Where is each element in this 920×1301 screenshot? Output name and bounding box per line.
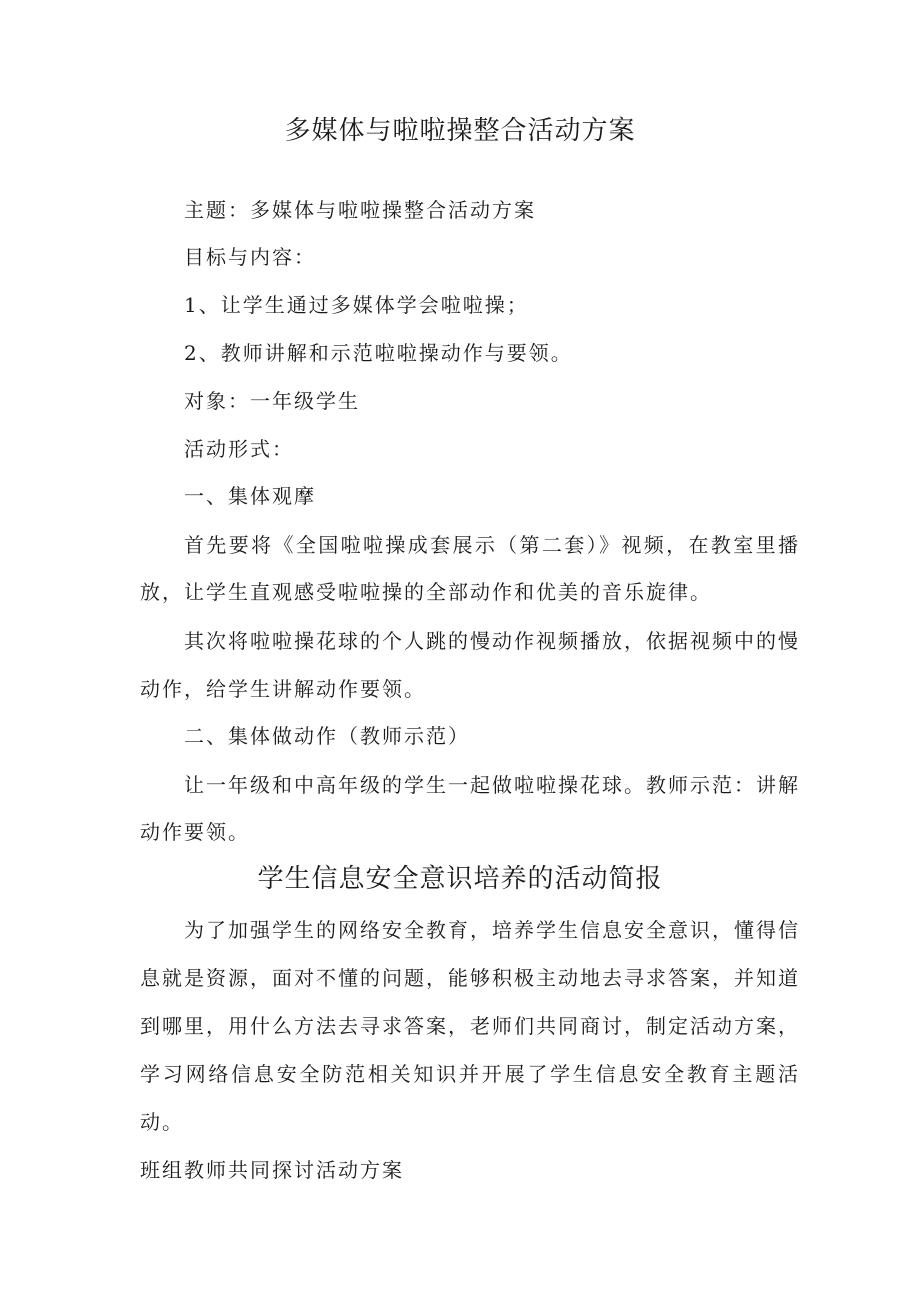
paragraph-line: 其次将啦啦操花球的个人跳的慢动作视频播放，依据视频中的慢 — [184, 629, 800, 653]
report-paragraph-line: 动。 — [140, 1110, 184, 1134]
section-heading-2: 二、集体做动作（教师示范） — [184, 724, 470, 748]
caption-line: 班组教师共同探讨活动方案 — [140, 1158, 404, 1182]
audience-line: 对象：一年级学生 — [184, 389, 360, 413]
paragraph-line: 动作，给学生讲解动作要领。 — [140, 677, 426, 701]
paragraph-line: 首先要将《全国啦啦操成套展示（第二套）》视频，在教室里播 — [184, 533, 800, 557]
paragraph-line: 让一年级和中高年级的学生一起做啦啦操花球。教师示范：讲解 — [184, 773, 800, 797]
document-title: 多媒体与啦啦操整合活动方案 — [284, 116, 636, 146]
topic-line: 主题：多媒体与啦啦操整合活动方案 — [184, 198, 536, 222]
report-paragraph-line: 学习网络信息安全防范相关知识并开展了学生信息安全教育主题活 — [140, 1062, 800, 1086]
section-heading-1: 一、集体观摩 — [184, 484, 316, 508]
paragraph-line: 放，让学生直观感受啦啦操的全部动作和优美的音乐旋律。 — [140, 580, 712, 604]
report-title: 学生信息安全意识培养的活动简报 — [257, 864, 663, 894]
report-paragraph-line: 为了加强学生的网络安全教育，培养学生信息安全意识，懂得信 — [184, 918, 800, 942]
report-paragraph-line: 到哪里，用什么方法去寻求答案，老师们共同商讨，制定活动方案， — [140, 1014, 800, 1038]
report-paragraph-line: 息就是资源，面对不懂的问题，能够积极主动地去寻求答案，并知道 — [140, 966, 800, 990]
format-heading: 活动形式： — [184, 437, 294, 461]
goals-heading: 目标与内容： — [184, 245, 316, 269]
goal-item-1: 1、让学生通过多媒体学会啦啦操； — [184, 293, 529, 317]
goal-item-2: 2、教师讲解和示范啦啦操动作与要领。 — [184, 341, 573, 365]
paragraph-line: 动作要领。 — [140, 820, 250, 844]
